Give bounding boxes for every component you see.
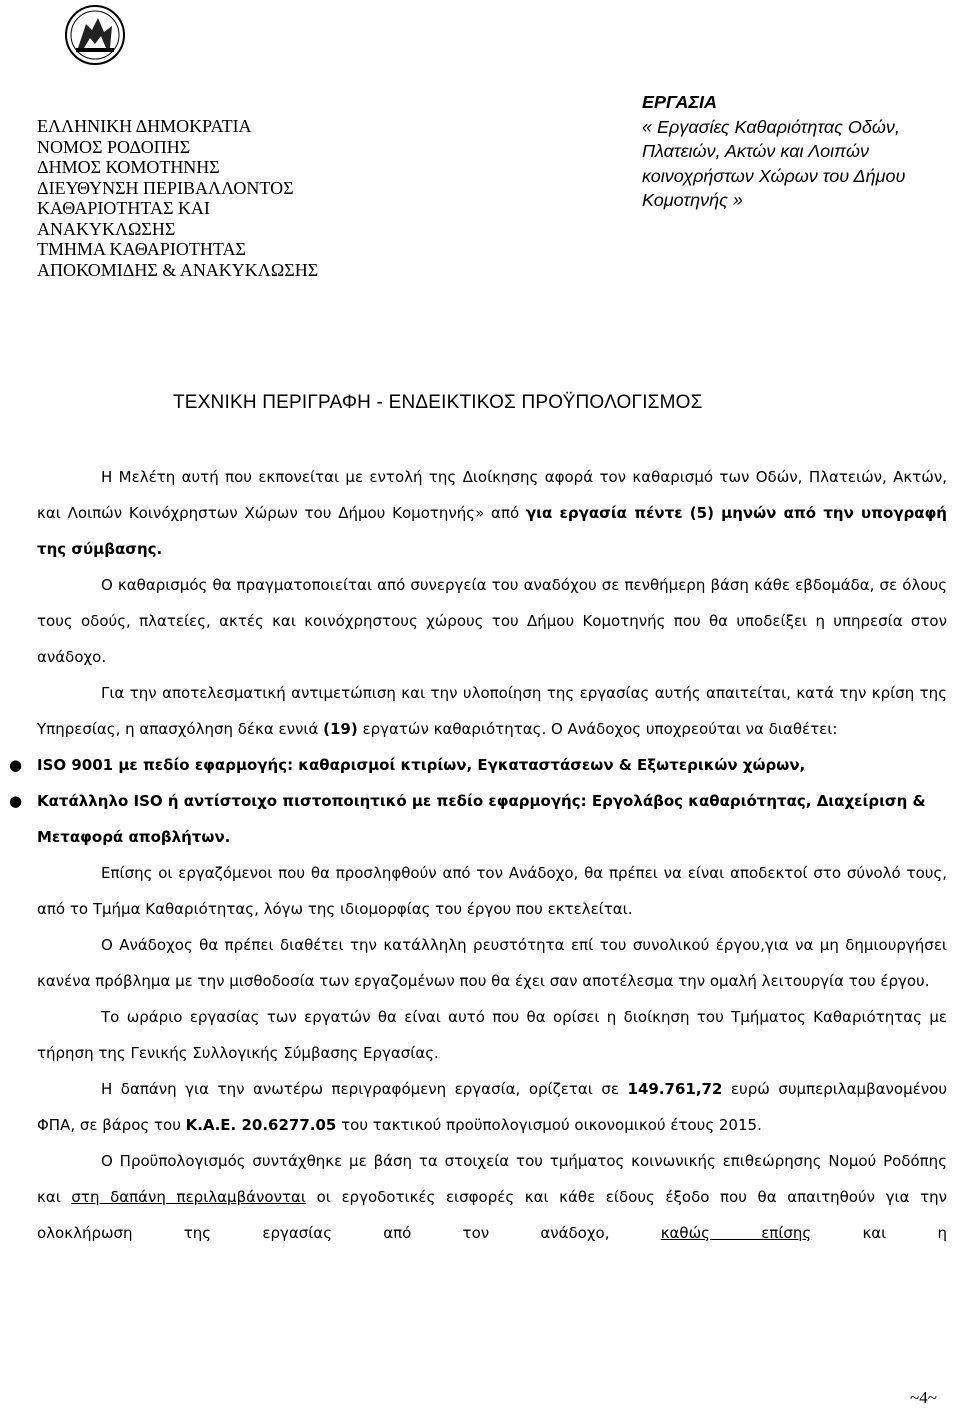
- paragraph-cost: [37, 1071, 947, 1143]
- paragraph-text: Για την αποτελεσματική αντιμετώπιση και την υλοποίηση της εργασίας αυτής απαιτείται, κατά την κρίση της Υπηρεσίας, η απασχόληση δέκα εννιά: [37, 684, 947, 738]
- paragraph-budget: [37, 1143, 947, 1251]
- project-title-line: « Εργασίες Καθαριότητας Οδών,: [642, 116, 900, 137]
- issuer-block: [37, 116, 417, 280]
- paragraph-text: οι εργοδοτικές εισφορές και κάθε είδους έξοδο που θα απαιτηθούν για την ολοκλήρωση της εργασίας από τον ανάδοχο,: [37, 1188, 947, 1242]
- paragraph-text: ευρώ συμπεριλαμβανομένου ΦΠΑ, σε βάρος του: [37, 1080, 947, 1134]
- worker-count: (19): [323, 720, 358, 738]
- paragraph-text: Ο Προϋπολογισμός συντάχθηκε με βάση τα στοιχεία του τμήματος κοινωνικής επιθεώρησης Νομού Ροδόπης και: [37, 1152, 947, 1206]
- document-body: [9, 459, 947, 1251]
- list-item: [9, 747, 947, 783]
- paragraph-liquidity: Ο Ανάδοχος θα πρέπει διαθέτει την κατάλληλη ρευστότητα επί του συνολικού έργου,για να μη δημιουργήσει κανένα πρόβλημα με την μισθοδοσία των εργαζομένων που θα έχει σαν αποτέλεσμα την ομαλή λειτουργία του έργου.: [37, 936, 947, 990]
- paragraph-text: Η Μελέτη αυτή που εκπονείται με εντολή της Διοίκησης αφορά τον καθαρισμό των Οδών, Πλατειών, Ακτών, και Λοιπών Κοινόχρηστων Χώρων του Δήμου Κομοτηνής» από: [37, 468, 947, 522]
- page-number: ~4~: [910, 1388, 937, 1407]
- section-heading: ΤΕΧΝΙΚΗ ΠΕΡΙΓΡΑΦΗ - ΕΝΔΕΙΚΤΙΚΟΣ ΠΡΟΫΠΟΛΟΓΙΣΜΟΣ: [173, 392, 703, 413]
- bullet-icon: ●: [9, 756, 23, 774]
- paragraph-cleaning: Ο καθαρισμός θα πραγματοποιείται από συνεργεία του αναδόχου σε πενθήμερη βάση κάθε εβδομάδα, σε όλους τους οδούς, πλατείες, ακτές και κοινόχρηστους χώρους του Δήμου Κομοτηνής που θα υποδείξει η υπηρεσία στον ανάδοχο.: [37, 576, 947, 666]
- cost-amount: 149.761,72: [627, 1080, 723, 1098]
- issuer-line: ΚΑΘΑΡΙΟΤΗΤΑΣ ΚΑΙ: [37, 198, 210, 218]
- municipality-emblem: [64, 4, 126, 66]
- budget-code: Κ.Α.Ε. 20.6277.05: [185, 1116, 337, 1134]
- paragraph-employees: Επίσης οι εργαζόμενοι που θα προσληφθούν από τον Ανάδοχο, θα πρέπει να είναι αποδεκτοί στο σύνολό τους, από το Τμήμα Καθαριότητας, λόγω της ιδιομορφίας του έργου που εκτελείται.: [37, 864, 947, 918]
- project-title-block: [642, 90, 960, 213]
- list-item-text: Κατάλληλο ISO ή αντίστοιχο πιστοποιητικό με πεδίο εφαρμογής: Εργολάβος καθαριότητας, Διαχείριση & Μεταφορά αποβλήτων.: [37, 792, 926, 846]
- issuer-line: ΕΛΛΗΝΙΚΗ ΔΗΜΟΚΡΑΤΙΑ: [37, 116, 252, 136]
- list-item: [9, 783, 947, 855]
- project-title-line: Πλατειών, Ακτών και Λοιπών: [642, 141, 869, 161]
- issuer-line: ΑΠΟΚΟΜΙΔΗΣ & ΑΝΑΚΥΚΛΩΣΗΣ: [37, 259, 319, 280]
- issuer-line: ΑΝΑΚΥΚΛΩΣΗΣ: [37, 218, 176, 239]
- issuer-line: ΔΗΜΟΣ ΚΟΜΟΤΗΝΗΣ: [37, 157, 220, 177]
- paragraph-text: εργατών καθαριότητας. Ο Ανάδοχος υποχρεούται να διαθέτει:: [357, 720, 838, 738]
- paragraph-text: και η: [811, 1224, 947, 1242]
- issuer-line: ΝΟΜΟΣ ΡΟΔΟΠΗΣ: [37, 136, 191, 157]
- bullet-icon: ●: [9, 792, 23, 810]
- underlined-text: καθώς επίσης: [660, 1224, 812, 1242]
- paragraph-schedule: Το ωράριο εργασίας των εργατών θα είναι αυτό που θα ορίσει η διοίκηση του Τμήματος Καθαριότητας με τήρηση της Γενικής Συλλογικής Σύμβασης Εργασίας.: [37, 1008, 947, 1062]
- issuer-line: ΔΙΕΥΘΥΝΣΗ ΠΕΡΙΒΑΛΛΟΝΤΟΣ: [37, 177, 294, 198]
- project-title-line: Κομοτηνής »: [642, 190, 743, 210]
- paragraph-text: Η δαπάνη για την ανωτέρω περιγραφόμενη εργασία, ορίζεται σε: [101, 1080, 628, 1098]
- paragraph-text: του τακτικού προϋπολογισμού οικονομικού έτους 2015.: [336, 1116, 762, 1134]
- duration-text: για εργασία πέντε (5) μηνών από την υπογραφή της σύμβασης.: [37, 504, 947, 558]
- list-item-text: ISO 9001 με πεδίο εφαρμογής: καθαρισμοί κτιρίων, Εγκαταστάσεων & Εξωτερικών χώρων,: [37, 756, 806, 774]
- project-label: ΕΡΓΑΣΙΑ: [642, 92, 718, 112]
- requirements-list: [9, 747, 947, 855]
- project-title-line: κοινοχρήστων Χώρων του Δήμου: [642, 165, 906, 186]
- issuer-line: ΤΜΗΜΑ ΚΑΘΑΡΙΟΤΗΤΑΣ: [37, 239, 246, 259]
- paragraph-scope: [37, 459, 947, 567]
- underlined-text: στη δαπάνη περιλαμβάνονται: [71, 1188, 306, 1206]
- paragraph-staffing: [37, 675, 947, 747]
